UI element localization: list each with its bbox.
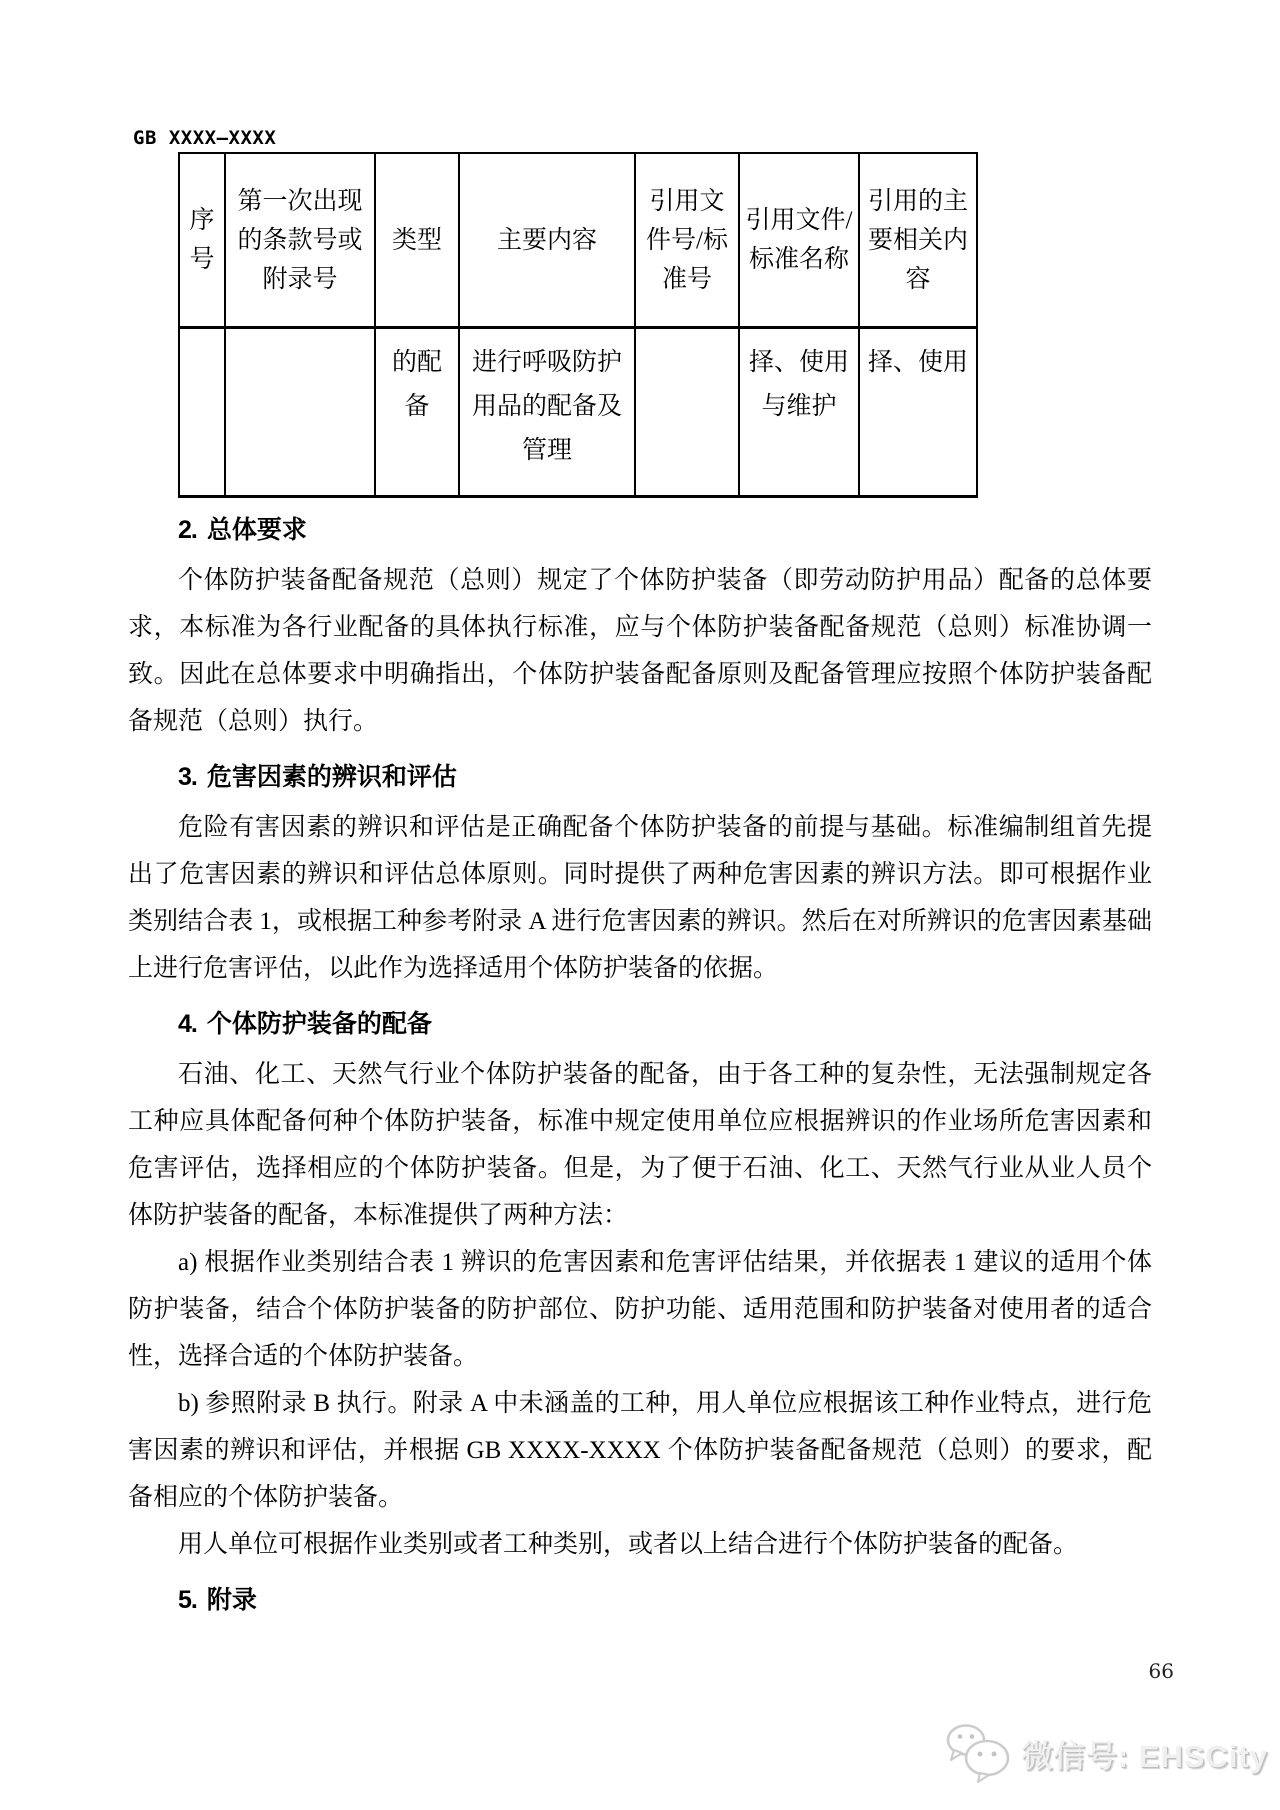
section-heading-5 [128,1580,1152,1620]
section-number: 2. [178,516,197,544]
section-title: 总体要求 [206,516,307,544]
wechat-watermark [944,1722,1268,1784]
document-body [128,510,1174,1695]
col-header-doc-number: 引用文件号/标准号 [635,153,739,328]
section-heading-4 [128,1004,1152,1044]
wechat-label: 微信号: EHSCity [1021,1738,1268,1774]
list-item-a: a) 根据作业类别结合表 1 辨识的危害因素和危害评估结果，并依据表 1 建议的适用个体防护装备，结合个体防护装备的防护部位、防护功能、适用范围和防护装备对使用者的适合性，选择合适的个体防护装备。 [128,1249,1152,1370]
table-header-row [179,153,977,328]
section-title: 附录 [206,1586,257,1614]
paragraph: 用人单位可根据作业类别或者工种类别，或者以上结合进行个体防护装备的配备。 [178,1531,1079,1558]
section-title: 危害因素的辨识和评估 [206,763,457,791]
paragraph: 危险有害因素的辨识和评估是正确配备个体防护装备的前提与基础。标准编制组首先提出了危害因素的辨识和评估总体原则。同时提供了两种危害因素的辨识方法。即可根据作业类别结合表 1，或根据工种参考附录 A 进行危害因素的辨识。然后在对所辨识的危害因素基础上进行危害评估，以此作为选择适用个体防护装备的依据。 [128,814,1152,982]
section-number: 5. [178,1586,197,1614]
table-row [179,328,977,497]
cell-doc-name: 择、使用与维护 [739,328,859,497]
cell-related-content: 择、使用 [859,328,977,497]
col-header-seq: 序号 [179,153,225,328]
section-number: 4. [178,1010,197,1038]
section-heading-2 [128,510,1152,550]
col-header-type: 类型 [375,153,459,328]
cell-first-clause [225,328,375,497]
col-header-doc-name: 引用文件/标准名称 [739,153,859,328]
col-header-related-content: 引用的主要相关内容 [859,153,977,328]
referenced-documents-table [178,152,978,498]
paragraph: 个体防护装备配备规范（总则）规定了个体防护装备（即劳动防护用品）配备的总体要求，本标准为各行业配备的具体执行标准，应与个体防护装备配备规范（总则）标准协调一致。因此在总体要求中明确指出，个体防护装备配备原则及配备管理应按照个体防护装备配备规范（总则）执行。 [128,567,1152,735]
standard-code-header: GB XXXX—XXXX [133,127,277,149]
col-header-main-content: 主要内容 [459,153,635,328]
paragraph: 石油、化工、天然气行业个体防护装备的配备，由于各工种的复杂性，无法强制规定各工种应具体配备何种个体防护装备，标准中规定使用单位应根据辨识的作业场所危害因素和危害评估，选择相应的个体防护装备。但是，为了便于石油、化工、天然气行业从业人员个体防护装备的配备，本标准提供了两种方法： [128,1061,1152,1229]
wechat-icon [944,1722,1014,1784]
cell-type: 的配备 [375,328,459,497]
section-title: 个体防护装备的配备 [206,1010,432,1038]
list-item-b: b) 参照附录 B 执行。附录 A 中未涵盖的工种，用人单位应根据该工种作业特点，进行危害因素的辨识和评估，并根据 GB XXXX-XXXX 个体防护装备配备规范（总则）的要求，配备相应的个体防护装备。 [128,1390,1152,1511]
section-heading-3 [128,757,1152,797]
cell-main-content: 进行呼吸防护用品的配备及管理 [459,328,635,497]
col-header-first-clause: 第一次出现的条款号或附录号 [225,153,375,328]
section-number: 3. [178,763,197,791]
cell-seq [179,328,225,497]
cell-doc-number [635,328,739,497]
page-number: 66 [1148,1659,1174,1683]
